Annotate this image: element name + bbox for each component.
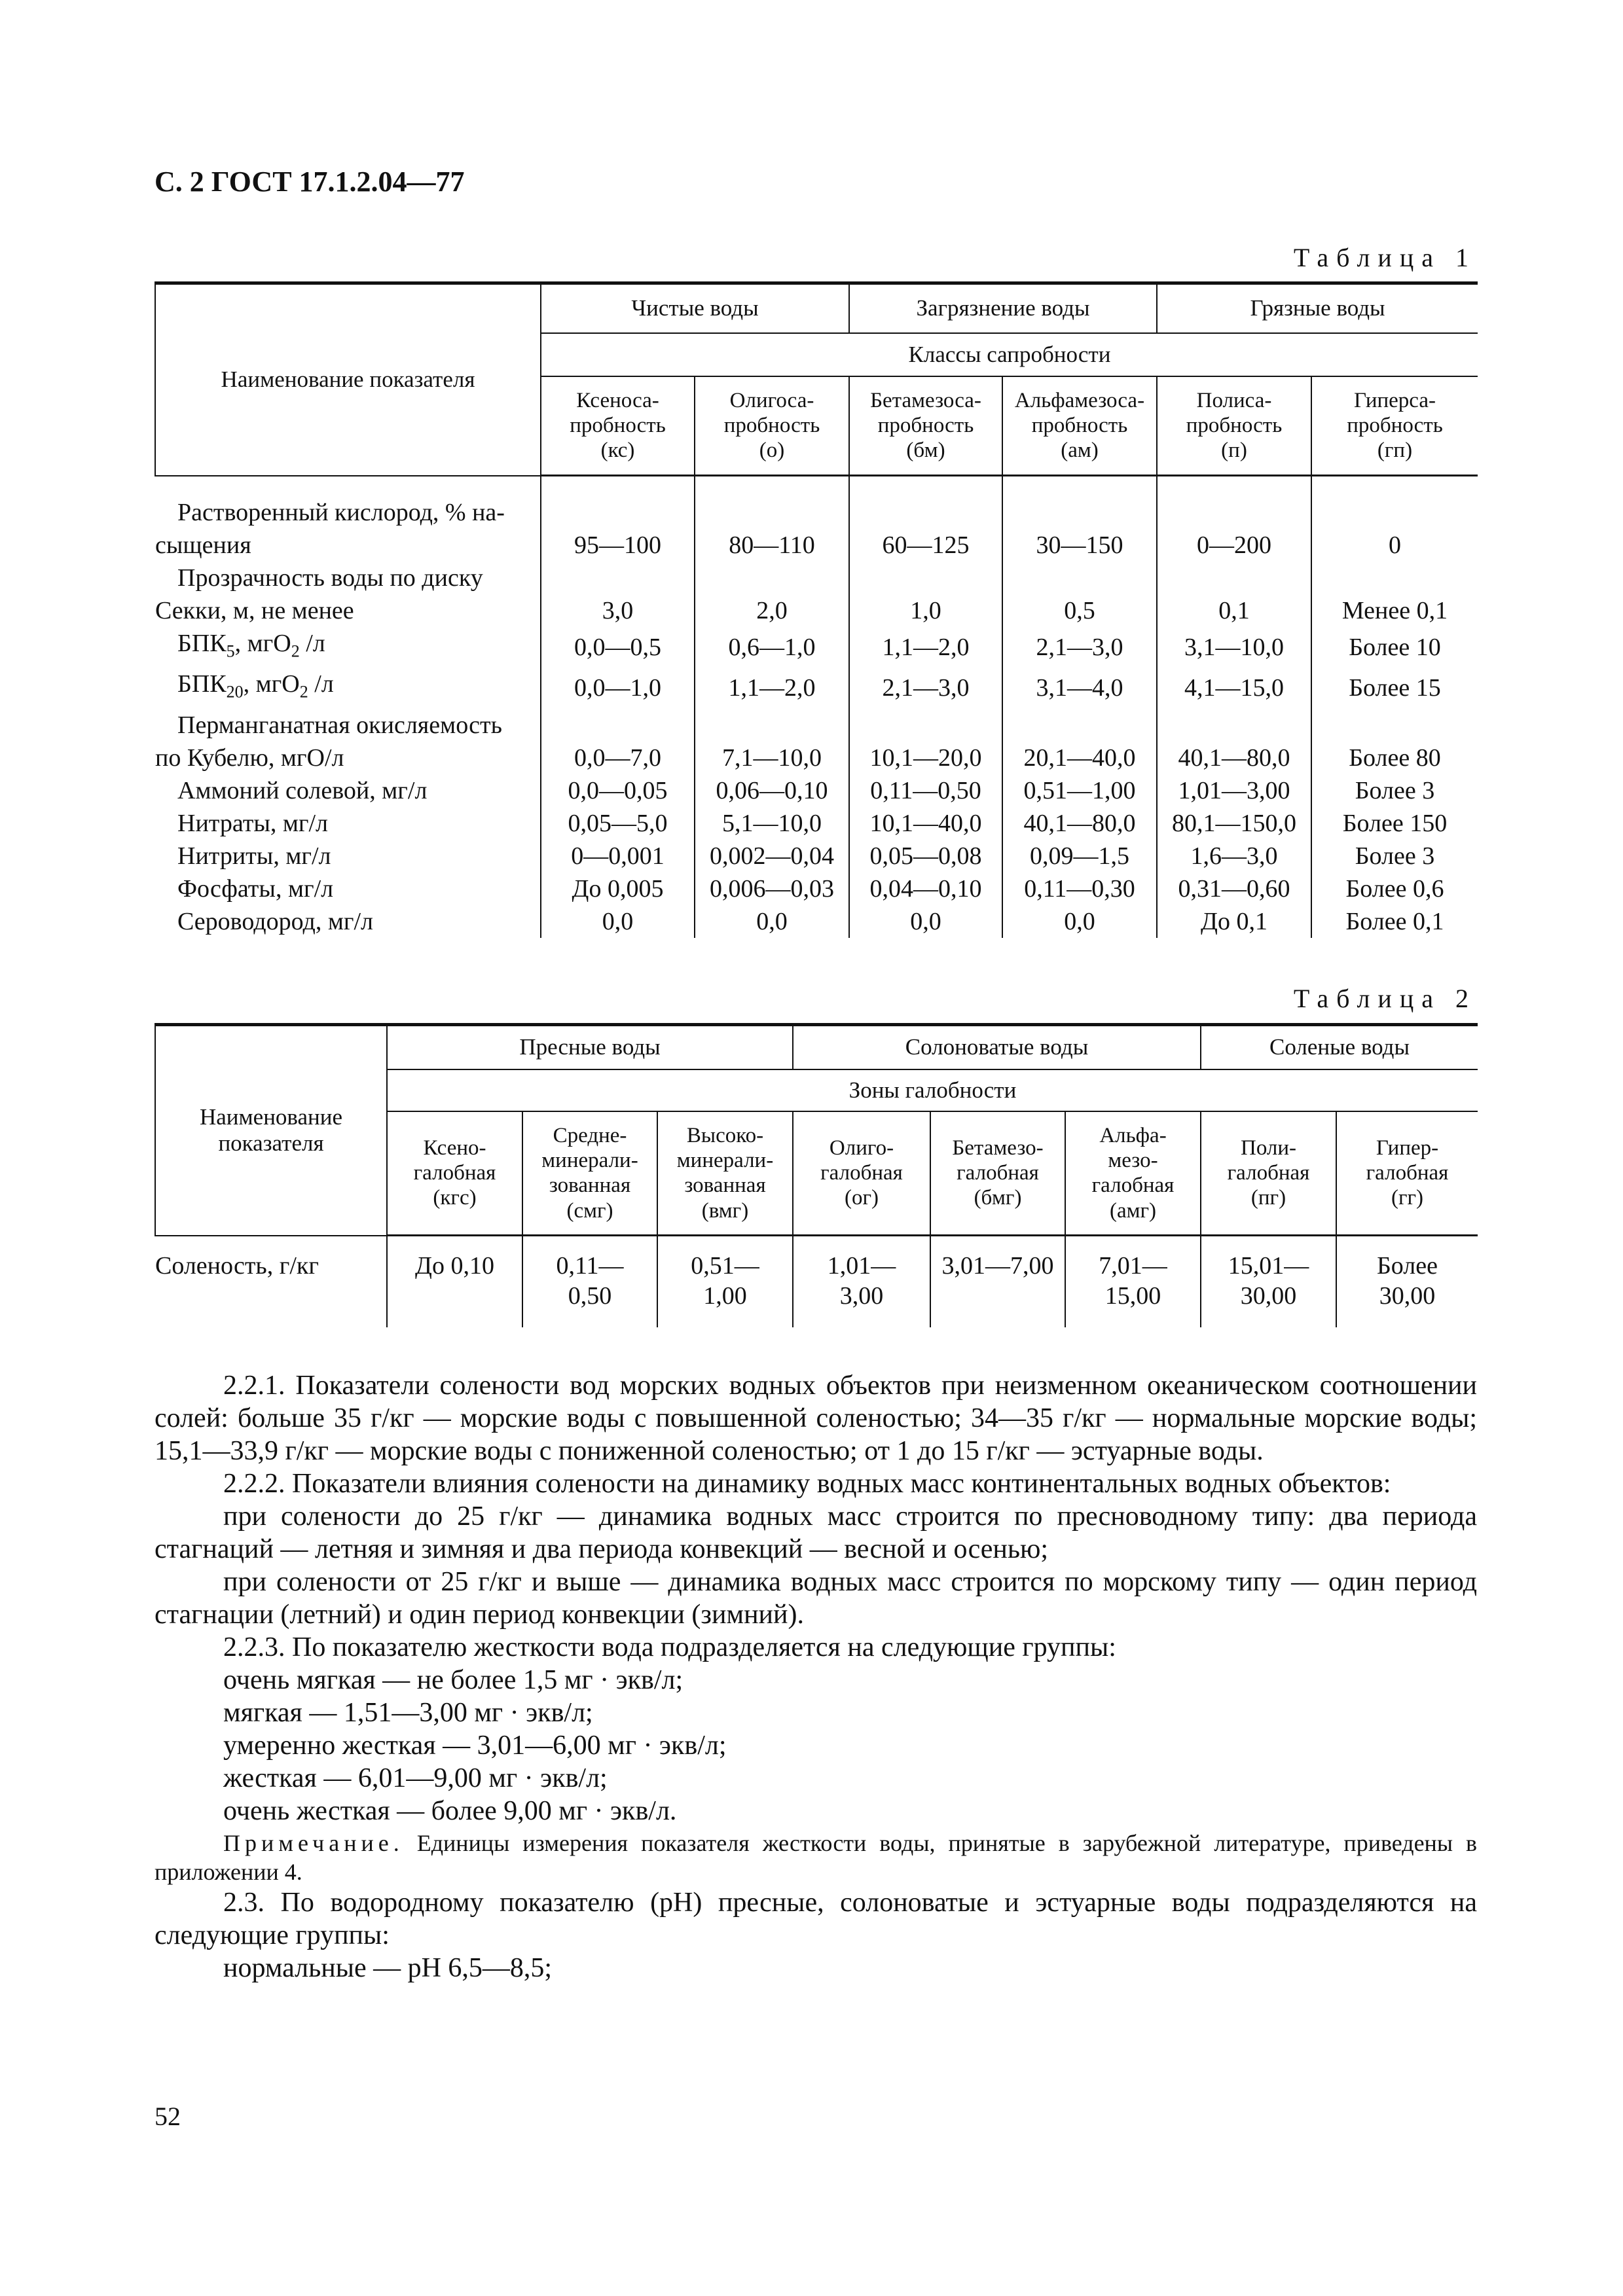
table2-column-header [657,1111,793,1236]
table1-column-header-line: пробность [723,414,820,438]
table1-empty-cell [849,476,1002,529]
table2-cell-line: 1,01— [827,1252,896,1280]
table1-cell: 0,06—0,10 [695,774,849,807]
table2-cell-line: 30,00 [1379,1282,1436,1310]
table1-empty-cell [1157,709,1311,742]
table2-name-header [155,1025,387,1236]
table1-empty-cell [849,709,1002,742]
table1-column-header-line: (гп) [1377,439,1413,463]
table2-column-header-line: галобная [957,1161,1039,1185]
table1-cell: 0,0 [1002,905,1157,938]
table1-column-header-line: пробность [1031,414,1128,438]
table1-row-name-line1: Перманганатная окисляемость [177,711,502,739]
table2-column-header-line: галобная [820,1161,903,1185]
table2-row-name: Соленость, г/кг [155,1251,319,1280]
table1-group-clean: Чистые воды [541,283,849,333]
table1-cell: 0—0,001 [541,840,695,872]
table1-cell: 0,0—1,0 [541,668,695,709]
table1-cell: Более 10 [1311,627,1478,668]
table1-cell: Более 15 [1311,668,1478,709]
table2-column-header-line: Ксено- [423,1136,486,1160]
table2-cell-line: До 0,10 [415,1252,494,1280]
table2-cell [522,1236,657,1327]
paragraph-2-3: 2.3. По водородному показателю (рН) пресные, солоноватые и эстуарные воды подразделяются на следующие группы: [155,1888,1477,1950]
table1-cell: Более 80 [1311,742,1478,774]
table2-column-header-line: (амг) [1109,1198,1157,1223]
paragraph-2-2-1: 2.2.1. Показатели солености вод морских водных объектов при неизменном океаническом соотношении солей: больше 35 г/кг — морские воды с повышенной соленостью; 34—35 г/кг — нормальные морские воды; 15,1—33,9 г/кг — морские воды с пониженной соленостью; от 1 до 15 г/кг — эстуарные воды. [155,1371,1477,1466]
table1-column-header [695,376,849,476]
table1-cell: 95—100 [541,529,695,562]
table1-row-name: Нитриты, мг/л [177,842,331,870]
table1-empty-cell [695,476,849,529]
table1-cell: 0,11—0,50 [849,774,1002,807]
table1-cell: 0 [1311,529,1478,562]
table1-cell: 0,09—1,5 [1002,840,1157,872]
table1-column-header-line: (ам) [1061,439,1099,463]
table1-empty-cell [541,709,695,742]
table1-cell: 0,0 [541,905,695,938]
table1-cell: 2,1—3,0 [849,668,1002,709]
table-row [155,476,1478,529]
table1-cell: 1,01—3,00 [1157,774,1311,807]
table2-group-saline: Соленые воды [1201,1025,1478,1069]
table2-column-header [930,1111,1065,1236]
body-text [155,1369,1477,1984]
table1-row-name: Сероводород, мг/л [177,907,373,935]
paragraph-salinity-below-25: при солености до 25 г/кг — динамика водных масс строится по пресноводному типу: два периода стагнаций — летняя и зимняя и два периода конвекций — весной и осенью; [155,1501,1477,1564]
bpk-subscript: 20 [226,682,244,702]
table1-cell: Более 150 [1311,807,1478,840]
table2-column-header-line: Высоко- [686,1123,764,1147]
table1-cell: 0,31—0,60 [1157,872,1311,905]
table1-column-header [541,376,695,476]
table2-column-header [1336,1111,1478,1236]
table1-cell: 0,5 [1002,594,1157,627]
table1-cell: 2,1—3,0 [1002,627,1157,668]
table2-zones-header: Зоны галобности [387,1069,1478,1111]
table2-cell [1065,1236,1201,1327]
table1-row-name: Нитраты, мг/л [177,809,329,837]
table2-cell [1336,1236,1478,1327]
table1-cell: 0,0—0,05 [541,774,695,807]
table1-column-header-line: (бм) [906,439,945,463]
bpk-label: БПК [177,629,227,657]
table1-empty-cell [541,476,695,529]
table1-empty-cell [541,562,695,594]
table1-empty-cell [1002,709,1157,742]
table1-empty-cell [849,562,1002,594]
table2-cell-line: 15,00 [1104,1282,1161,1310]
table1-cell: 0,11—0,30 [1002,872,1157,905]
table1-empty-cell [1311,709,1478,742]
table1-column-header-line: пробность [570,414,666,438]
unit-tail: /л [308,670,334,698]
o2-subscript: 2 [299,682,308,702]
table2-column-header-line: (гг) [1391,1186,1424,1210]
table1-column-header-line: (кс) [600,439,635,463]
paragraph-2-2-2: 2.2.2. Показатели влияния солености на динамику водных масс континентальных водных объектов: [223,1469,1391,1499]
table1-column-header-line: Гиперса- [1354,388,1436,412]
table1-cell: Менее 0,1 [1311,594,1478,627]
table2-column-header [1065,1111,1201,1236]
hardness-item-soft: мягкая — 1,51—3,00 мг · экв/л; [223,1698,593,1728]
table2-cell-line: 0,50 [568,1282,612,1310]
hardness-item-very-soft: очень мягкая — не более 1,5 мг · экв/л; [223,1665,684,1695]
table-row [155,905,1478,938]
unit-tail: /л [299,629,325,657]
table1-empty-cell [1002,476,1157,529]
paragraph-salinity-above-25: при солености от 25 г/кг и выше — динамика водных масс строится по морскому типу — один период стагнации (летний) и один период конвекции (зимний). [155,1567,1477,1630]
table-row [155,742,1478,774]
table1-cell: 2,0 [695,594,849,627]
table1-cell: 1,1—2,0 [849,627,1002,668]
o2-subscript: 2 [291,641,300,661]
table1-cell: 10,1—40,0 [849,807,1002,840]
hardness-item-hard: жесткая — 6,01—9,00 мг · экв/л; [223,1763,608,1793]
table-row [155,807,1478,840]
paragraph-2-2-3: 2.2.3. По показателю жесткости вода подразделяется на следующие группы: [223,1632,1116,1662]
table2-cell-line: Более [1376,1252,1438,1280]
table2-column-header-line: минерали- [541,1148,638,1172]
table2-column-header-line: Бетамезо- [952,1136,1044,1160]
table-row [155,774,1478,807]
table2-column-header-line: Средне- [553,1123,627,1147]
table2-cell-line: 30,00 [1240,1282,1297,1310]
hardness-item-very-hard: очень жесткая — более 9,00 мг · экв/л. [223,1796,677,1826]
table2-group-fresh: Пресные воды [387,1025,793,1069]
table2-column-header-line: (кгс) [433,1186,477,1210]
table1-cell: 0,006—0,03 [695,872,849,905]
table2-column-header-line: Поли- [1240,1136,1296,1160]
table1-row-name-line1: Прозрачность воды по диску [177,564,483,592]
table1-classes-header: Классы сапробности [541,333,1478,376]
table1-cell: 0,51—1,00 [1002,774,1157,807]
page-number: 52 [155,2102,181,2131]
table2-cell-line: 15,01— [1228,1252,1309,1280]
table1-cell: 40,1—80,0 [1157,742,1311,774]
table1-cell: 80,1—150,0 [1157,807,1311,840]
table2-name-header-line1: Наименование [199,1103,343,1130]
note-label: Примечание. [223,1830,404,1856]
table1-cell: 0,05—5,0 [541,807,695,840]
table1-cell: 0,6—1,0 [695,627,849,668]
table2-column-header-line: галобная [1227,1161,1310,1185]
table1-cell: 20,1—40,0 [1002,742,1157,774]
table2-column-header-line: мезо- [1108,1148,1158,1172]
table1-cell: 0,002—0,04 [695,840,849,872]
table2-cell [387,1236,522,1327]
table-row [155,840,1478,872]
table2-cell-line: 7,01— [1099,1252,1167,1280]
table2-column-header-line: (бмг) [974,1186,1022,1210]
table1-column-header-line: (о) [759,439,785,463]
table1-empty-cell [695,562,849,594]
table1-empty-cell [1157,476,1311,529]
table1-column-header-line: Ксеноса- [576,388,659,412]
table1-cell: 0,04—0,10 [849,872,1002,905]
table2-column-header-line: Олиго- [829,1136,894,1160]
table-row [155,872,1478,905]
table2-column-header-line: (вмг) [701,1198,749,1223]
note-text: Единицы измерения показателя жесткости воды, принятые в зарубежной литературе, приведены в приложении 4. [155,1830,1477,1885]
hardness-item-moderate: умеренно жесткая — 3,01—6,00 мг · экв/л; [223,1731,727,1761]
table2-column-header-line: Гипер- [1376,1136,1439,1160]
table1-cell: 0,0—0,5 [541,627,695,668]
page-header: С. 2 ГОСТ 17.1.2.04—77 [155,166,465,198]
table1-cell: 1,0 [849,594,1002,627]
table-row [155,529,1478,562]
table-row [155,562,1478,594]
table1-cell: 3,0 [541,594,695,627]
table1-group-pollution: Загрязнение воды [849,283,1157,333]
table2-column-header-line: (ог) [844,1186,879,1210]
table2-column-header [522,1111,657,1236]
table1-column-header-line: Бетамезоса- [870,388,981,412]
table1-name-header: Наименование показателя [155,283,541,476]
table1-row-name-line2: сыщения [155,531,251,559]
table1-empty-cell [1002,562,1157,594]
table1-column-header [1157,376,1311,476]
unit-label: , мгО [243,670,300,698]
table2-cell [930,1236,1065,1327]
table1-empty-cell [1311,476,1478,529]
table1-row-name [155,627,541,668]
table2-column-header-line: галобная [1091,1174,1175,1198]
table2-cell-line: 3,01—7,00 [941,1252,1054,1280]
table1-group-dirty: Грязные воды [1157,283,1478,333]
table1-column-header-line: Полиса- [1196,388,1272,412]
table2-cell-line: 3,00 [839,1282,884,1310]
table1-column-header-line: пробность [877,414,974,438]
table2-cell-line: 0,11— [556,1252,624,1280]
table1-cell: 0,1 [1157,594,1311,627]
table1-cell: 40,1—80,0 [1002,807,1157,840]
table2-cell [793,1236,930,1327]
bpk-subscript: 5 [226,641,235,661]
table1-column-header [1002,376,1157,476]
note [155,1829,1477,1886]
table1-empty-cell [1157,562,1311,594]
table1-cell: 3,1—10,0 [1157,627,1311,668]
table2-name-header-line2: показателя [218,1130,324,1157]
table1-cell: 3,1—4,0 [1002,668,1157,709]
table-row [155,594,1478,627]
table1-cell: Более 3 [1311,840,1478,872]
table2-group-brackish: Солоноватые воды [793,1025,1201,1069]
table1-caption: Таблица 1 [1293,243,1476,272]
table1-cell: 30—150 [1002,529,1157,562]
table2-column-header [793,1111,930,1236]
table2-column-header-line: зованная [549,1174,631,1198]
table1-cell: 60—125 [849,529,1002,562]
table1-cell: 0,0 [849,905,1002,938]
table1-cell: 0,0—7,0 [541,742,695,774]
table2-column-header-line: зованная [684,1174,766,1198]
table2-cell [1201,1236,1336,1327]
table-row [155,709,1478,742]
table1-column-header-line: (п) [1221,439,1247,463]
table1-row-name: Аммоний солевой, мг/л [177,776,428,804]
table2-caption: Таблица 2 [1293,984,1476,1013]
table1-empty-cell [695,709,849,742]
table1-row-name-line2: по Кубелю, мгО/л [155,744,344,772]
table1-column-header [849,376,1002,476]
table2-column-header [1201,1111,1336,1236]
table1-cell: 0,05—0,08 [849,840,1002,872]
table1-row-name [155,668,541,709]
table1-cell: 0,0 [695,905,849,938]
table1-cell: 0—200 [1157,529,1311,562]
table1-cell: Более 0,6 [1311,872,1478,905]
ph-item-normal: нормальные — рН 6,5—8,5; [223,1953,553,1983]
table2-column-header-line: минерали- [676,1148,774,1172]
table1-cell: 7,1—10,0 [695,742,849,774]
bpk-label: БПК [177,670,227,698]
table1-column-header-line: Альфамезоса- [1014,388,1145,412]
table2-cell-line: 1,00 [703,1282,747,1310]
table2-column-header-line: (пг) [1250,1186,1286,1210]
table1-row-name: Фосфаты, мг/л [177,874,334,903]
table-row [155,1236,1478,1327]
unit-label: , мгО [234,629,291,657]
table-row [155,668,1478,709]
table1-row-name-line2: Секки, м, не менее [155,596,354,624]
table1-column-header-line: пробность [1347,414,1443,438]
table2-column-header-line: галобная [413,1161,496,1185]
table2-column-header-line: галобная [1366,1161,1449,1185]
table1-cell: Более 0,1 [1311,905,1478,938]
table1-cell: 1,1—2,0 [695,668,849,709]
table1-cell: Более 3 [1311,774,1478,807]
table1-cell: 10,1—20,0 [849,742,1002,774]
table1-cell: 80—110 [695,529,849,562]
table2-column-header [387,1111,522,1236]
table1-row-name-line1: Растворенный кислород, % на- [177,498,505,526]
table-row [155,627,1478,668]
table1-column-header [1311,376,1478,476]
table1-cell: До 0,005 [541,872,695,905]
table2 [155,1023,1478,1327]
table1-column-header-line: Олигоса- [729,388,814,412]
table2-cell [657,1236,793,1327]
table2-column-header-line: Альфа- [1099,1123,1167,1147]
table1-empty-cell [1311,562,1478,594]
table1-cell: 4,1—15,0 [1157,668,1311,709]
table1-column-header-line: пробность [1186,414,1283,438]
table1-cell: До 0,1 [1157,905,1311,938]
table2-column-header-line: (смг) [566,1198,613,1223]
table1 [155,281,1478,938]
table1-cell: 5,1—10,0 [695,807,849,840]
table1-cell: 1,6—3,0 [1157,840,1311,872]
table2-cell-line: 0,51— [691,1252,759,1280]
